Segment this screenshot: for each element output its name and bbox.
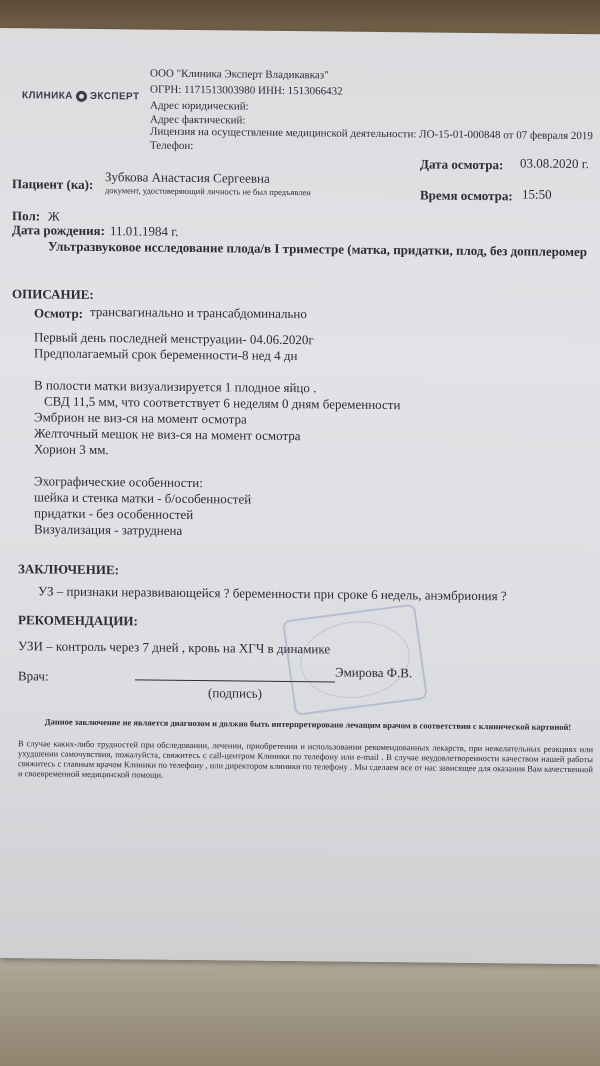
logo-text: КЛИНИКА [22,90,73,102]
signature-caption: (подпись) [208,685,262,701]
license: Лицензия на осуществление медицинской деятельности: ЛО-15-01-000848 от 07 февраля 2019 [150,125,593,143]
visit-date-label: Дата осмотра: [420,156,504,173]
adnexa-line: придатки - без особенностей [34,505,194,523]
legal-address: Адрес юридический: [150,99,249,113]
visit-date-value: 03.08.2020 г. [520,155,589,172]
logo-text-2: ЭКСПЕРТ [89,90,140,103]
dob-label: Дата рождения: [12,222,105,239]
conclusion-text: УЗ – признаки неразвивающейся ? беременности при сроке 6 недель, анэмбриония ? [38,583,507,604]
recommendations-text: УЗИ – контроль через 7 дней , кровь на ХГЧ в динамике [18,638,331,657]
conclusion-heading: ЗАКЛЮЧЕНИЕ: [18,561,119,578]
clinic-stamp [282,603,428,715]
stamp-inner-ring [295,615,415,705]
exam-method-value: трансвагинально и трансабдоминально [90,303,307,322]
visit-time-value: 15:50 [522,186,552,202]
contact-note: В случае каких-либо трудностей при обследовании, лечении, приобретении и использовании рекомендованных лекарств, при нежелательных реакциях или ухудшении самочувствия, пожалуйста, свяжитесь с call-центром Клиники по телефону или e-mail . В случае неудовлетворенности качеством нашей работы свяжитесь с главным врачом Клиники по телефону , или директором клиники по телефону . Мы сделаем все от нас зависящее для оказания Вам качественной и своевременной медицинской помощи. [18,738,593,780]
document-sheet [0,28,600,964]
doctor-label: Врач: [18,668,49,684]
sex-value: Ж [48,208,60,224]
echo-features-heading: Эхографические особенности: [34,473,203,491]
chorion-line: Хорион 3 мм. [34,441,109,458]
clinic-name: ООО "Клиника Эксперт Владикавказ" [150,67,329,82]
logo-mark-icon [76,91,87,102]
visualization-line: Визуализация - затруднена [34,521,183,538]
exam-method-label: Осмотр: [34,305,83,321]
embryo-line: Эмбрион не виз-ся на момент осмотра [34,409,247,427]
dob-value: 11.01.1984 г. [110,223,179,239]
gestational-sac-line: В полости матки визуализируется 1 плодное яйцо . [34,377,317,396]
phone-label: Телефон: [150,139,194,153]
description-heading: ОПИСАНИЕ: [12,286,94,302]
clinic-logo [22,90,139,102]
msd-line: СВД 11,5 мм, что соответствует 6 неделям 0 дням беременности [44,393,401,413]
disclaimer: Данное заключение не является диагнозом и должно быть интерпретировано лечащим врачом в соответствии с клинической картиной! [44,716,572,732]
visit-time-label: Время осмотра: [420,187,513,204]
patient-label: Пациент (ка): [12,176,94,192]
actual-address: Адрес фактический: [150,113,246,127]
patient-name: Зубкова Анастасия Сергеевна [105,169,270,186]
yolk-sac-line: Желточный мешок не виз-ся на момент осмотра [34,425,301,444]
sex-label: Пол: [12,208,41,224]
recommendations-heading: РЕКОМЕНДАЦИИ: [18,612,138,629]
lmp-line: Первый день последней менструации- 04.06.2020г [34,329,314,348]
gestational-age-line: Предполагаемый срок беременности-8 нед 4 дн [34,345,298,364]
exam-title: Ультразвуковое исследование плода/в I триместре (матка, придатки, плод, без допплеромер [48,238,588,260]
doctor-name: Эмирова Ф.В. [335,664,413,681]
patient-id-note: документ, удостоверяющий личность не был предъявлен [105,185,311,198]
cervix-line: шейка и стенка матки - б/особенностей [34,489,252,507]
clinic-ogrn: ОГРН: 1171513003980 ИНН: 1513066432 [150,83,343,98]
